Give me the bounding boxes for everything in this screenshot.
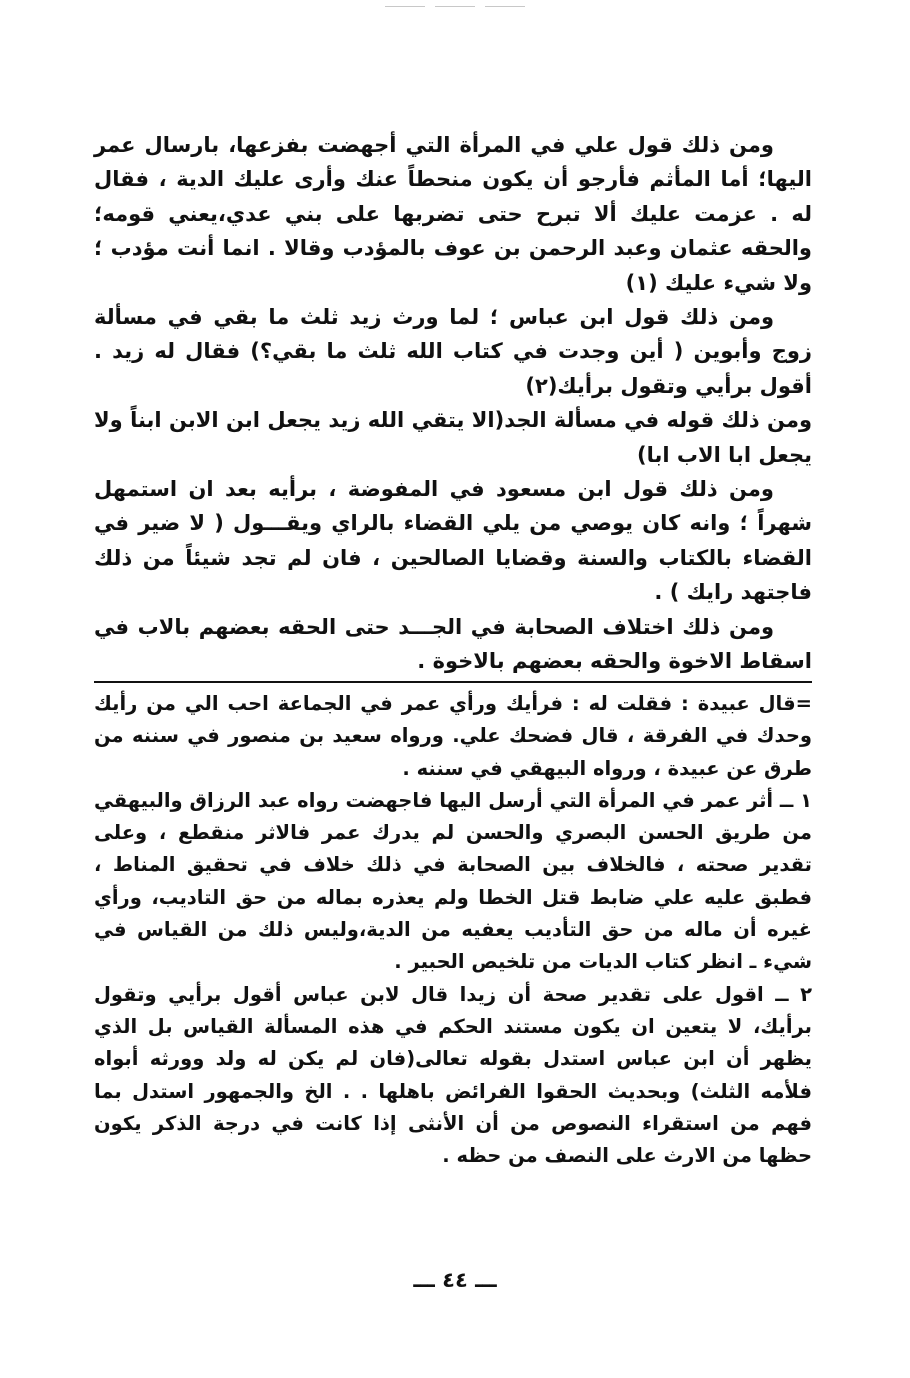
paragraph: ومن ذلك قول ابن عباس ؛ لما ورث زيد ثلث ما بقي في مسألة زوج وأبوين ( أين وجدت في كتاب الله ثلث ما بقي؟) فقال له زيد . أقول برأيي وتقول برأيك(٢): [94, 305, 812, 398]
paragraph: ومن ذلك اختلاف الصحابة في الجـــد حتى الحقه بعضهم بالاب في اسقاط الاخوة والحقه بعضهم بالاخوة .: [94, 614, 812, 674]
edge-mark: [435, 6, 475, 7]
edge-mark: [385, 6, 425, 7]
page-number: ـــ ٤٤ ـــ: [413, 1268, 497, 1292]
edge-mark: [485, 6, 525, 7]
footnote-separator: [94, 681, 812, 683]
paragraph: ومن ذلك قول علي في المرأة التي أجهضت بفزعها، بارسال عمر اليها؛ أما المأثم فأرجو أن يكون منحطاً عنك وأرى عليك الدية ، فقال له . عزمت عليك ألا تبرح حتى تضربها على بني عدي،يعني قومه؛ والحقه عثمان وعبد الرحمن بن عوف بالمؤدب وقالا . انما أنت مؤدب ؛ ولا شيء عليك (١): [94, 133, 812, 295]
footnote: =قال عبيدة : فقلت له : فرأيك ورأي عمر في الجماعة احب الي من رأيك وحدك في الفرقة ، قال فضحك علي. ورواه سعيد بن منصور في سننه من طرق عن عبيدة ، ورواه البيهقي في سننه .: [94, 692, 812, 780]
paragraph: ومن ذلك قوله في مسألة الجد(الا يتقي الله زيد يجعل ابن الابن ابناً ولا يجعل ابا الاب ابا): [94, 408, 812, 467]
top-edge-marks: [380, 6, 530, 12]
footnote: ١ ــ أثر عمر في المرأة التي أرسل اليها فاجهضت رواه عبد الرزاق والبيهقي من طريق الحسن البصري والحسن لم يدرك عمر فالاثر منقطع ، وعلى تقدير صحته ، فالخلاف بين الصحابة في ذلك خلاف في تحقيق المناط ، فطبق عليه علي ضابط قتل الخطا ولم يعذره بماله من حق التاديب، ورأي غيره أن ماله من حق التأديب يعفيه من الدية،وليس ذلك من القياس في شيء ـ انظر كتاب الديات من تلخيص الحبير .: [94, 788, 812, 974]
footnote: ٢ ــ اقول على تقدير صحة أن زيدا قال لابن عباس أقول برأيي وتقول برأيك، لا يتعين ان يكون مستند الحكم في هذه المسألة القياس بل الذي يظهر أن ابن عباس استدل بقوله تعالى(فان لم يكن له ولد وورثه أبواه فلأمه الثلث) وبحديث الحقوا الفرائض باهلها . . الخ والجمهور استدل بما فهم من استقراء النصوص من أن الأنثى إذا كانت في درجة الذكر يكون حظها من الارث على النصف من حظه .: [94, 982, 812, 1168]
paragraph: ومن ذلك قول ابن مسعود في المفوضة ، برأيه بعد ان استمهل شهراً ؛ وانه كان يوصي من يلي القضاء بالراي ويقـــول ( لا ضير في القضاء بالكتاب والسنة وقضايا الصالحين ، فان لم تجد شيئاً من ذلك فاجتهد رايك ) .: [94, 477, 812, 605]
footnotes-section: [94, 688, 812, 1172]
main-text-body: [94, 128, 812, 679]
